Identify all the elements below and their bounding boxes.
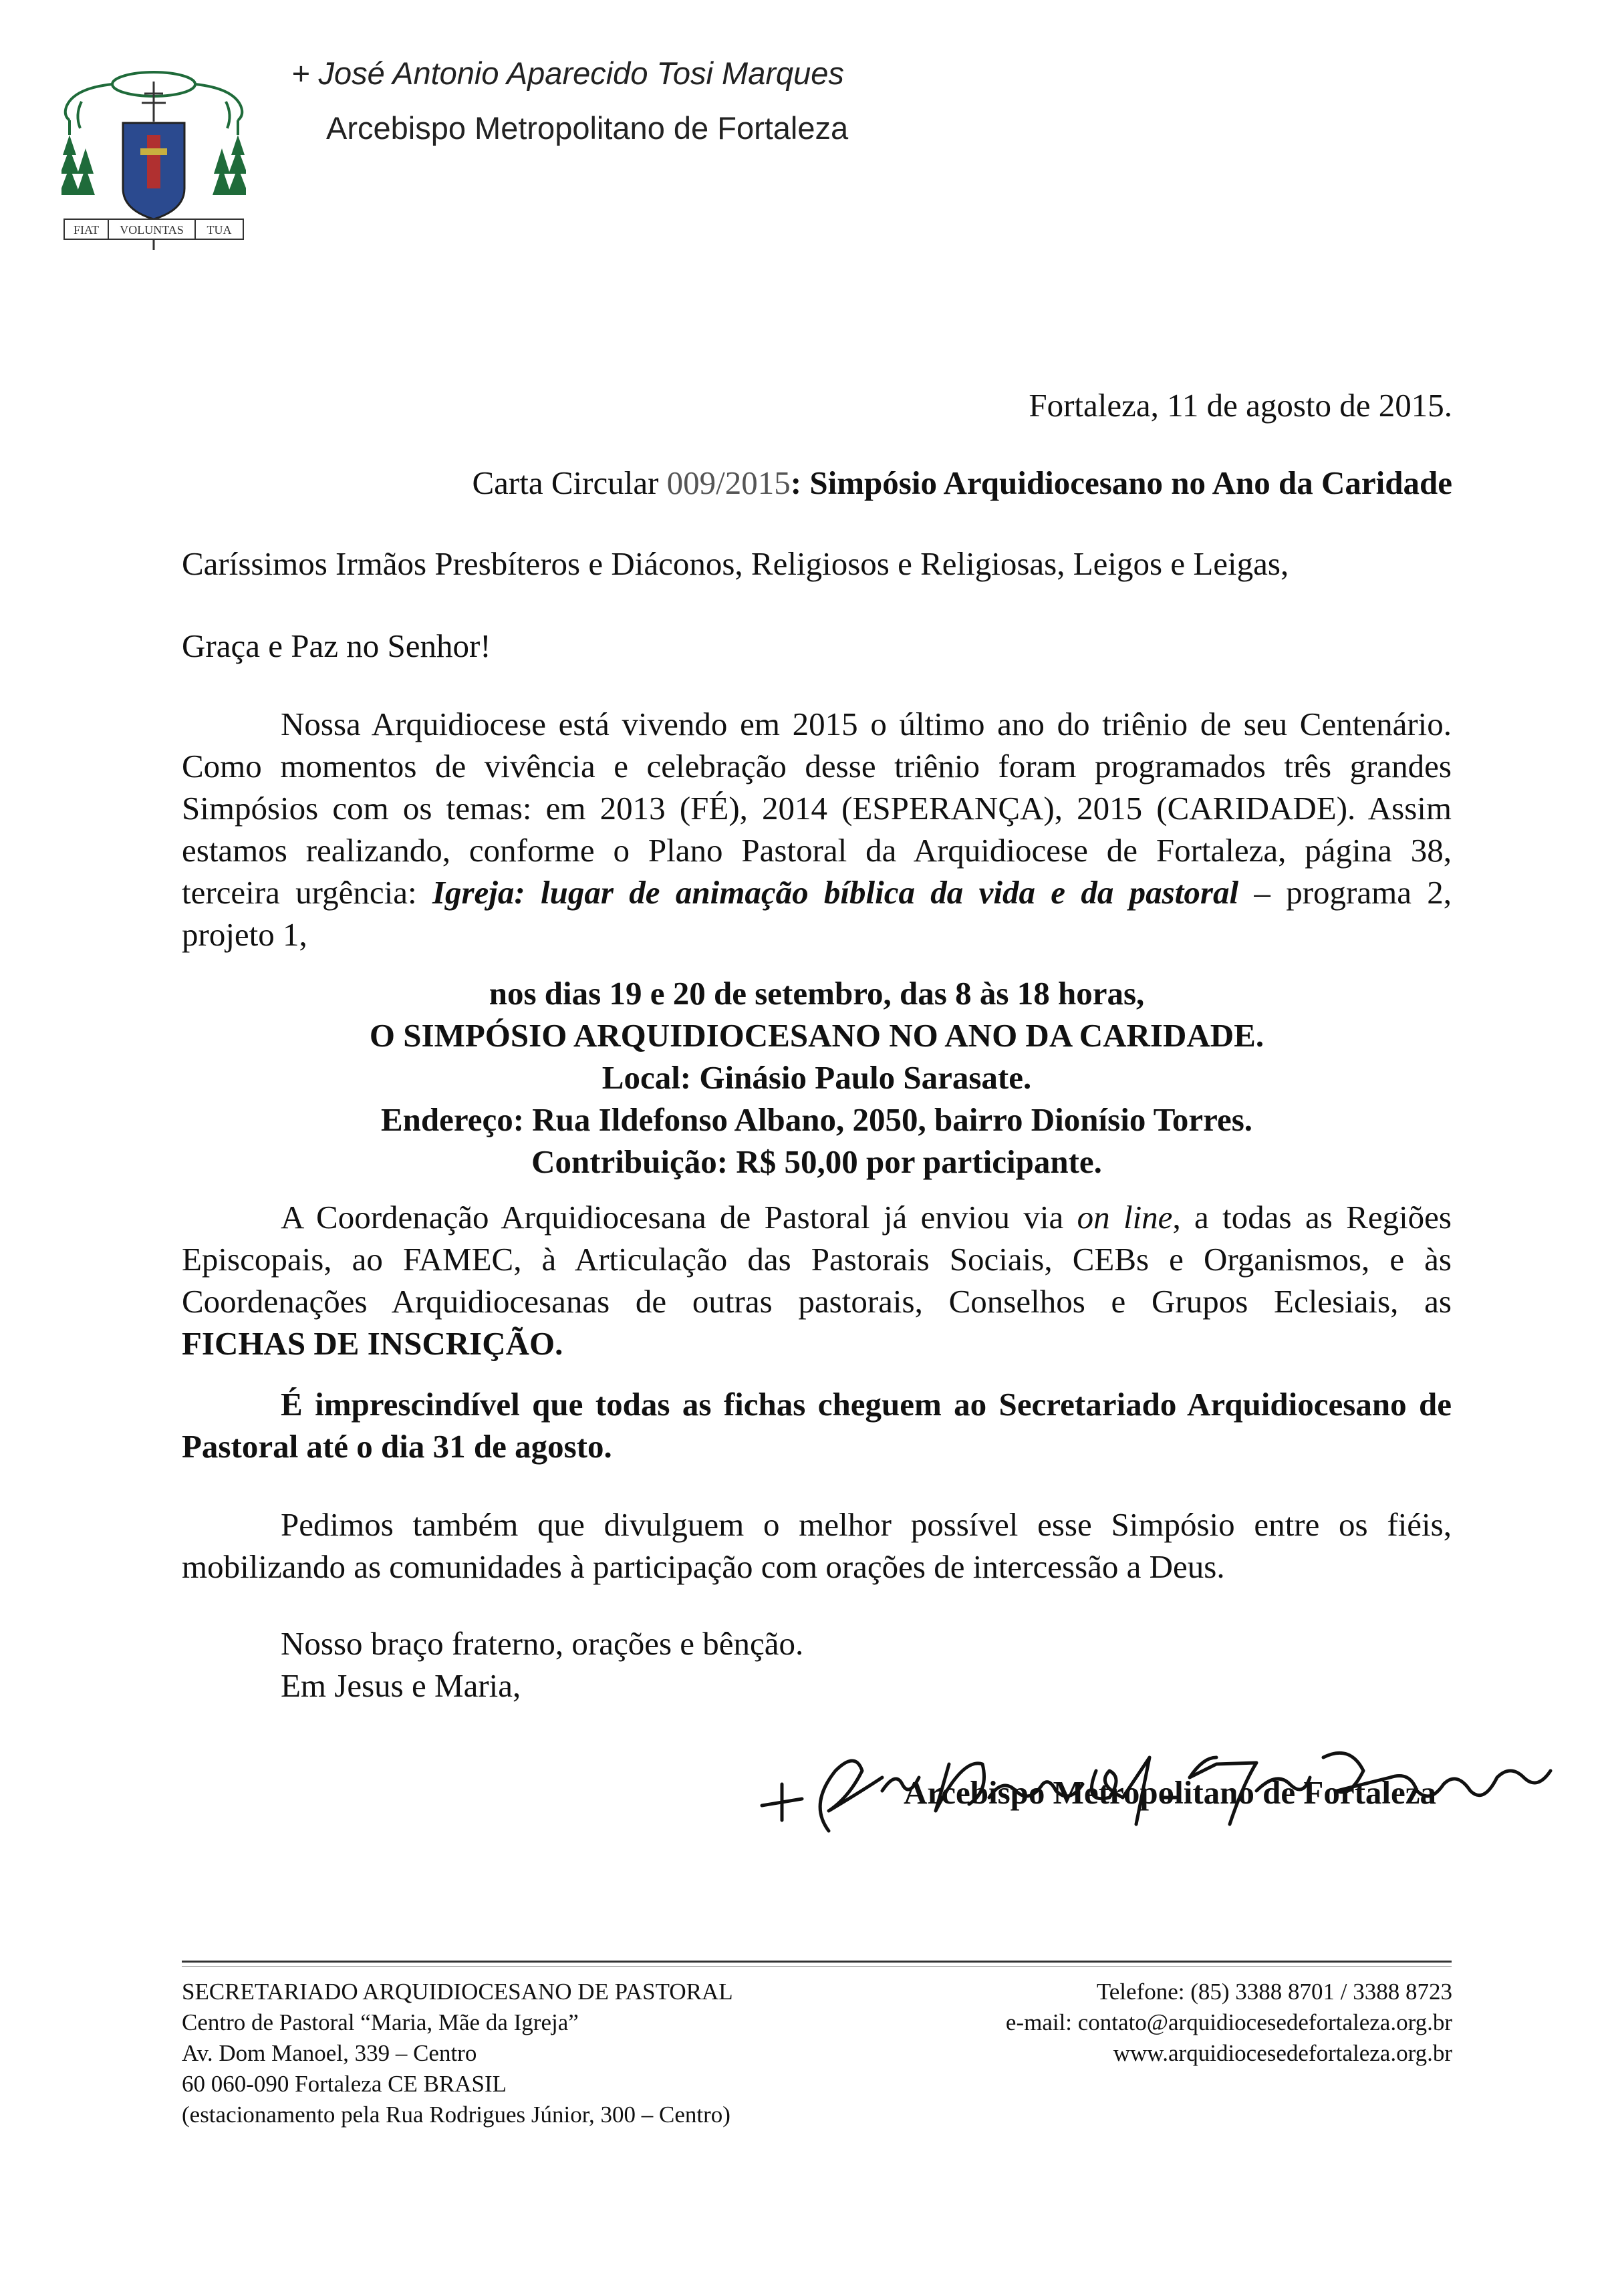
signature-title: Arcebispo Metropolitano de Fortaleza	[904, 1774, 1437, 1811]
p2-line-1-emphasis: on line	[1077, 1199, 1173, 1236]
p2-line-1-pre: A Coordenação Arquidiocesana de Pastoral já enviou via	[281, 1199, 1077, 1236]
p1-line-3: Simpósios com os temas: em 2013 (FÉ), 2014 (ESPERANÇA), 2015 (CARIDADE). Assim	[182, 790, 1452, 827]
p1-line-4: estamos realizando, conforme o Plano Pastoral da Arquidiocese de Fortaleza, página 38,	[182, 832, 1452, 869]
subject-prefix: Carta Circular	[472, 464, 667, 501]
event-details	[182, 972, 1452, 1183]
event-address: Endereço: Rua Ildefonso Albano, 2050, bairro Dionísio Torres.	[380, 1101, 1253, 1138]
p1-line-6: projeto 1,	[182, 916, 307, 953]
p2-line-2: Episcopais, ao FAMEC, à Articulação das Pastorais Sociais, CEBs e Organismos, e às	[182, 1241, 1452, 1278]
closing-line-2: Em Jesus e Maria,	[281, 1667, 521, 1704]
event-dates: nos dias 19 e 20 de setembro, das 8 às 18 horas,	[489, 975, 1145, 1012]
footer-parking: (estacionamento pela Rua Rodrigues Júnior, 300 – Centro)	[182, 2102, 730, 2128]
paragraph-4	[182, 1503, 1452, 1588]
p1-line-5	[182, 871, 1452, 913]
p2-line-1-post: , a todas as Regiões	[1172, 1199, 1452, 1236]
p1-line-5-post: – programa 2,	[1238, 874, 1452, 911]
paragraph-1	[182, 703, 1452, 956]
p4-line-2: mobilizando as comunidades à participação com orações de intercessão a Deus.	[182, 1548, 1225, 1585]
p1-line-1: Nossa Arquidiocese está vivendo em 2015 o último ano do triênio de seu Centenário.	[281, 706, 1452, 742]
archbishop-title: Arcebispo Metropolitano de Fortaleza	[326, 110, 849, 146]
letter-date: Fortaleza, 11 de agosto de 2015.	[1029, 387, 1452, 424]
paragraph-2	[182, 1196, 1452, 1365]
letter-subject	[473, 464, 1453, 502]
p1-line-5-emphasis: Igreja: lugar de animação bíblica da vida e da pastoral	[432, 874, 1239, 911]
p1-line-2: Como momentos de vivência e celebração desse triênio foram programados três grandes	[182, 748, 1452, 784]
footer-contact	[1006, 1977, 1452, 2069]
footer-center-name: Centro de Pastoral “Maria, Mãe da Igreja”	[182, 2009, 579, 2035]
p2-line-4: FICHAS DE INSCRIÇÃO.	[182, 1325, 563, 1362]
blessing: Graça e Paz no Senhor!	[182, 627, 491, 664]
motto-word-3: TUA	[207, 223, 232, 237]
closing-line-1: Nosso braço fraterno, orações e bênção.	[281, 1625, 804, 1662]
salutation: Caríssimos Irmãos Presbíteros e Diáconos, Religiosos e Religiosas, Leigos e Leigas,	[182, 545, 1289, 582]
event-name: O SIMPÓSIO ARQUIDIOCESANO NO ANO DA CARIDADE.	[369, 1017, 1264, 1054]
archbishop-name: + José Antonio Aparecido Tosi Marques	[291, 55, 844, 91]
footer-phone: Telefone: (85) 3388 8701 / 3388 8723	[1096, 1979, 1452, 2005]
motto-word-2: VOLUNTAS	[120, 223, 184, 237]
p3-line-2: Pastoral até o dia 31 de agosto.	[182, 1428, 612, 1465]
event-local: Local: Ginásio Paulo Sarasate.	[601, 1059, 1032, 1096]
footer-divider	[182, 1961, 1452, 1963]
footer-divider-thin	[182, 1966, 1452, 1967]
coat-of-arms-icon	[61, 61, 246, 250]
footer-address	[182, 1977, 733, 2130]
motto-word-1: FIAT	[73, 223, 100, 237]
p2-line-1	[182, 1196, 1452, 1238]
closing	[281, 1622, 803, 1707]
footer-org-name: SECRETARIADO ARQUIDIOCESANO DE PASTORAL	[182, 1979, 733, 2005]
p1-line-5-pre: terceira urgência:	[182, 874, 432, 911]
footer-street: Av. Dom Manoel, 339 – Centro	[182, 2040, 477, 2066]
footer-website-link[interactable]: www.arquidiocesedefortaleza.org.br	[1113, 2040, 1452, 2066]
motto-scroll	[64, 219, 243, 239]
footer-city: 60 060-090 Fortaleza CE BRASIL	[182, 2071, 507, 2097]
paragraph-3	[182, 1383, 1452, 1467]
p3-line-1: É imprescindível que todas as fichas cheguem ao Secretariado Arquidiocesano de	[281, 1386, 1452, 1423]
subject-title: : Simpósio Arquidiocesano no Ano da Caridade	[790, 464, 1452, 501]
p2-line-3: Coordenações Arquidiocesanas de outras pastorais, Conselhos e Grupos Eclesiais, as	[182, 1283, 1452, 1320]
subject-number: 009/2015	[666, 464, 791, 501]
p4-line-1: Pedimos também que divulguem o melhor possível esse Simpósio entre os fiéis,	[281, 1506, 1452, 1543]
footer-email-link[interactable]: e-mail: contato@arquidiocesedefortaleza.org.br	[1005, 2009, 1452, 2035]
event-contribution: Contribuição: R$ 50,00 por participante.	[531, 1143, 1102, 1180]
